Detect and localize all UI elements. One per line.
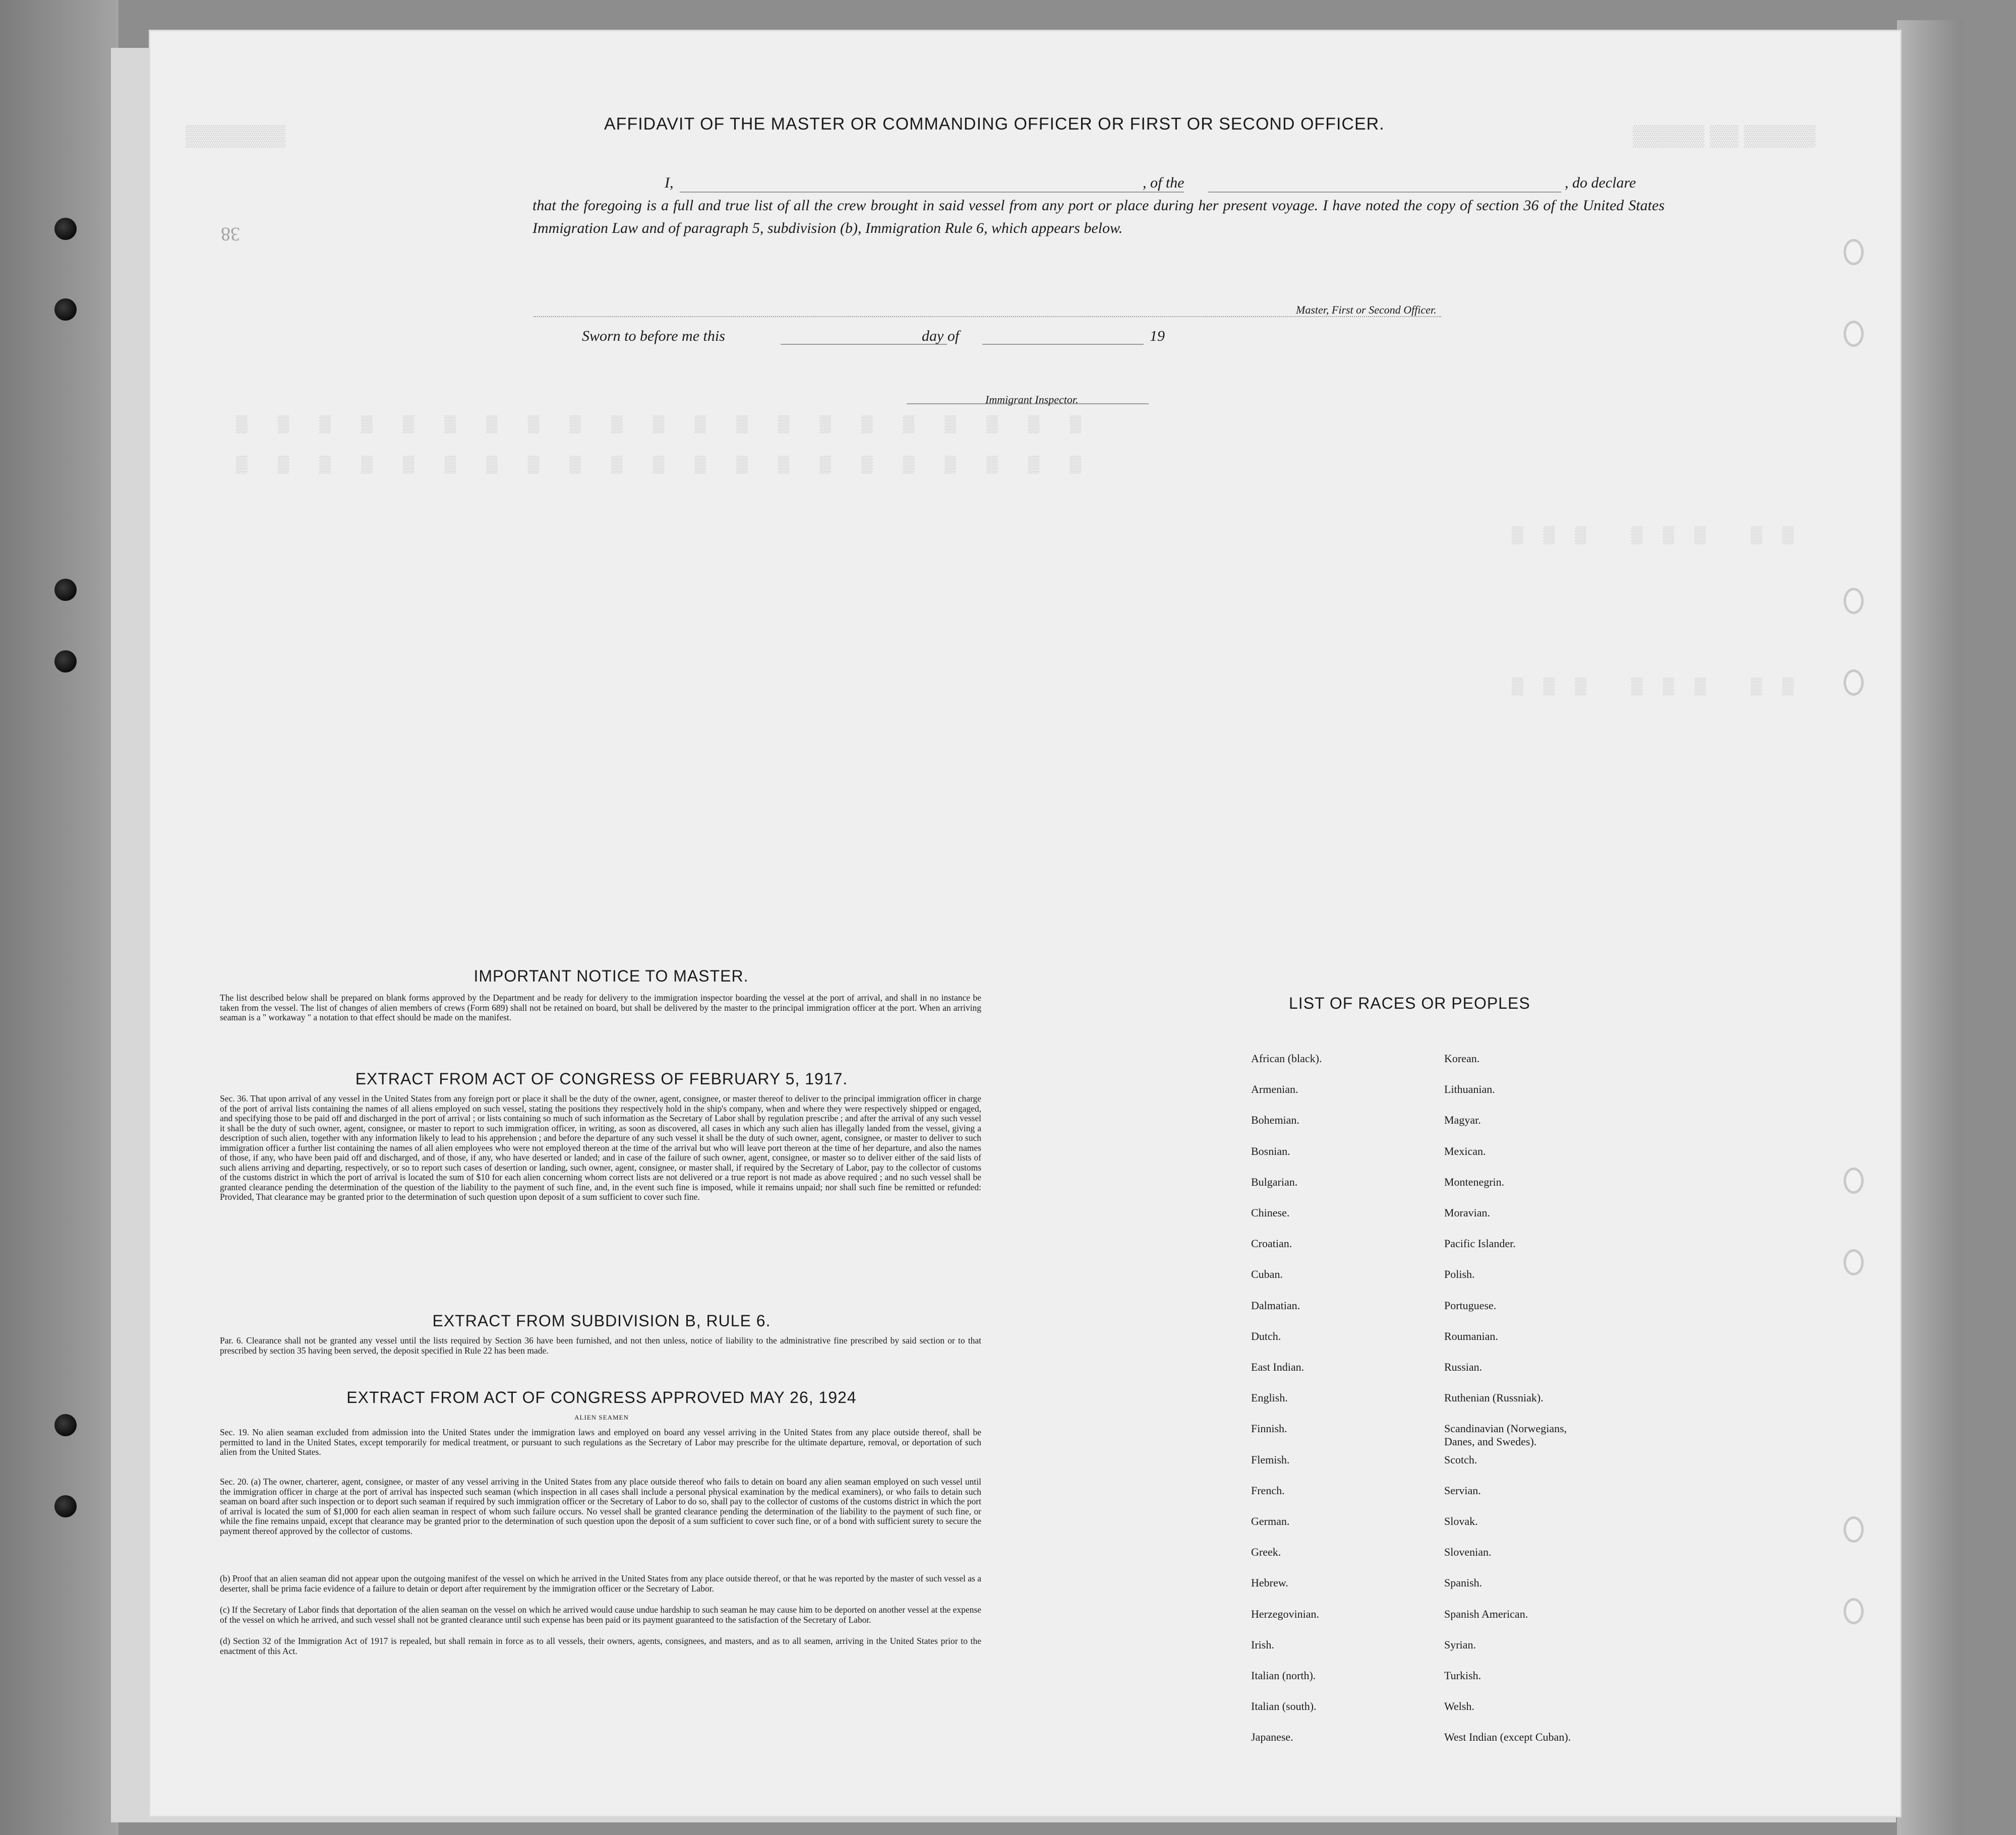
race-item: Montenegrin.: [1444, 1176, 1505, 1188]
race-item: Scandinavian (Norwegians, Danes, and Swedes).: [1444, 1422, 1567, 1448]
bleed-through: ▒▒▒▒▒ ▒▒ ▒▒▒▒▒: [1633, 125, 1816, 147]
ring-hole: [1844, 1598, 1864, 1624]
extract-1917-title: EXTRACT FROM ACT OF CONGRESS OF FEBRUARY 5, 1917.: [355, 1070, 848, 1088]
day-of-label: day of: [922, 328, 960, 344]
race-item: Ruthenian (Russniak).: [1444, 1391, 1544, 1404]
binder-hole: [54, 1414, 77, 1436]
binder-strip: [0, 0, 118, 1835]
notice-body: The list described below shall be prepared on blank forms approved by the Department and be ready for delivery to the immigration inspector boarding the vessel at the port of arrival, and shall in no instance be taken from the vessel. The list of changes of alien members of crews (Form 689) shall not be retained on board, but shall be delivered by the master to the principal immigration officer at the port. When an arriving seaman is a " workaway " a notation to that effect should be made on the manifest.: [220, 993, 981, 1022]
do-declare-label: , do declare: [1565, 174, 1636, 191]
bleed-through: ▒▒▒▒▒▒▒▒▒▒▒▒▒▒▒▒▒▒▒▒▒: [236, 414, 1112, 433]
binder-hole: [54, 1495, 77, 1517]
race-item: Welsh.: [1444, 1700, 1474, 1712]
race-item: Scotch.: [1444, 1453, 1477, 1466]
race-item: Spanish American.: [1444, 1608, 1528, 1620]
notice-title: IMPORTANT NOTICE TO MASTER.: [473, 967, 749, 985]
extract-rule6-body: Par. 6. Clearance shall not be granted any vessel until the lists required by Section 36 have been furnished, and not then unless, notice of liability to the administrative fine prescribed by said section or to that prescribed by section 35 having been served, the deposit specified in Rule 22 has been made.: [220, 1335, 981, 1356]
year-prefix: 19: [1150, 328, 1165, 344]
bleed-through: ▒▒▒ ▒▒▒ ▒▒: [1512, 525, 1814, 543]
affidavit-title: AFFIDAVIT OF THE MASTER OR COMMANDING OFFICER OR FIRST OR SECOND OFFICER.: [604, 114, 1385, 134]
extract-1924-sec20c: (c) If the Secretary of Labor finds that deportation of the alien seaman on the vessel on which he arrived would cause undue hardship to such seaman he may cause him to be deported on another vessel at the expense of the vessel on which he arrived, and such vessel shall not be granted clearance until such expense has been paid or its payment guaranteed to the satisfaction of the Secretary of Labor.: [220, 1605, 981, 1625]
race-item: German.: [1251, 1515, 1290, 1527]
bleed-through: ▒▒▒▒▒▒▒: [186, 125, 286, 147]
bleed-through: ▒▒▒▒▒▒▒▒▒▒▒▒▒▒▒▒▒▒▒▒▒: [236, 455, 1112, 473]
races-title: LIST OF RACES OR PEOPLES: [1289, 994, 1530, 1012]
bleed-through: ▒▒▒ ▒▒▒ ▒▒: [1512, 677, 1814, 695]
race-item: Chinese.: [1251, 1206, 1290, 1219]
ring-hole: [1844, 1168, 1864, 1194]
extract-1924-sec20b: (b) Proof that an alien seaman did not appear upon the outgoing manifest of the vessel on which he arrived in the United States from any place outside thereof, or that he was reported by the master of such vessel as a deserter, shall be prima facie evidence of a failure to detain or deport after requirement by the immigration officer or the Secretary of Labor.: [220, 1573, 981, 1594]
race-item: Dalmatian.: [1251, 1299, 1300, 1312]
binder-hole: [54, 650, 77, 672]
race-item: Korean.: [1444, 1052, 1480, 1065]
race-item: Greek.: [1251, 1546, 1281, 1558]
extract-1924-subtitle: ALIEN SEAMEN: [574, 1414, 629, 1421]
race-item: Cuban.: [1251, 1268, 1283, 1280]
race-item: Syrian.: [1444, 1638, 1476, 1651]
extract-rule6-title: EXTRACT FROM SUBDIVISION B, RULE 6.: [432, 1312, 771, 1330]
of-the-label: , of the: [1143, 174, 1184, 191]
binder-hole: [54, 218, 77, 240]
document-page: [150, 31, 1900, 1816]
extract-1924-title: EXTRACT FROM ACT OF CONGRESS APPROVED MAY 26, 1924: [346, 1388, 857, 1406]
race-item: East Indian.: [1251, 1361, 1305, 1373]
race-item: Hebrew.: [1251, 1576, 1288, 1589]
race-item: Slovenian.: [1444, 1546, 1492, 1558]
race-item: Mexican.: [1444, 1145, 1486, 1157]
binder-hole: [54, 579, 77, 601]
i-label: I,: [665, 174, 674, 191]
race-item: Turkish.: [1444, 1669, 1481, 1682]
race-item: French.: [1251, 1484, 1285, 1497]
master-name-blank: [680, 192, 1184, 193]
race-item: Japanese.: [1251, 1731, 1293, 1743]
race-item: Pacific Islander.: [1444, 1237, 1516, 1250]
race-item: English.: [1251, 1391, 1288, 1404]
ring-hole: [1844, 239, 1864, 265]
race-item: Slovak.: [1444, 1515, 1478, 1527]
vessel-name-blank: [1208, 192, 1561, 193]
race-item: African (black).: [1251, 1052, 1322, 1065]
declaration-text: that the foregoing is a full and true list of all the crew brought in said vessel from any port or place during her present voyage. I have noted the copy of section 36 of the United States Immigration Law and of paragraph 5, subdivision (b), Immigration Rule 6, which appears below.: [532, 197, 1665, 236]
race-item: Irish.: [1251, 1638, 1274, 1651]
race-item: Dutch.: [1251, 1330, 1281, 1342]
race-item: West Indian (except Cuban).: [1444, 1731, 1571, 1743]
race-item: Bohemian.: [1251, 1114, 1299, 1126]
ring-hole: [1844, 1516, 1864, 1543]
race-item: Moravian.: [1444, 1206, 1491, 1219]
binder-hole: [54, 298, 77, 321]
extract-1924-sec20d: (d) Section 32 of the Immigration Act of 1917 is repealed, but shall remain in force as to all vessels, their owners, agents, consignees, and masters, and as to all seamen, arriving in the United States prior to the enactment of this Act.: [220, 1636, 981, 1656]
race-item: Portuguese.: [1444, 1299, 1497, 1312]
race-item: Bosnian.: [1251, 1145, 1290, 1157]
race-item: Bulgarian.: [1251, 1176, 1298, 1188]
ring-hole: [1844, 669, 1864, 696]
race-item: Herzegovinian.: [1251, 1608, 1319, 1620]
race-item: Italian (north).: [1251, 1669, 1316, 1682]
master-signature-label: Master, First or Second Officer.: [1296, 303, 1437, 316]
inspector-label: Immigrant Inspector.: [985, 393, 1079, 406]
race-item: Italian (south).: [1251, 1700, 1317, 1712]
race-item: Spanish.: [1444, 1576, 1483, 1589]
sworn-month-blank: [982, 344, 1144, 345]
ring-hole: [1844, 321, 1864, 347]
margin-number: 38: [221, 223, 240, 244]
race-item: Russian.: [1444, 1361, 1483, 1373]
race-item: Flemish.: [1251, 1453, 1290, 1466]
page-stack-edge: [1897, 20, 1963, 1835]
extract-1917-body: Sec. 36. That upon arrival of any vessel in the United States from any foreign port or place it shall be the duty of the owner, agent, consignee, or master thereof to deliver to the principal immigration officer in charge of the port of arrival lists containing the names of all aliens employed on such vessel, stating the positions they respectively hold in the ship's company, when and where they were respectively shipped or engaged, and specifying those to be paid off and discharged in the port of arrival ; or lists containing so much of such information as the Secretary of Labor shall by regulation prescribe ; and after the arrival of any such vessel it shall be the duty of such owner, agent, consignee, or master to report to such immigration officer, in writing, as soon as discovered, all cases in which any such alien has illegally landed from the vessel, giving a description of such alien, together with any information likely to lead to his apprehension ; and before the departure of any such vessel it shall be the duty of such owner, agent, consignee, or master to deliver to such immigration officer a further list containing the names of all alien employees who were not employed thereon at the time of the arrival but who will leave port thereon at the time of her departure, and also the names of those, if any, who have been paid off and discharged, and of those, if any, who have deserted or landed; and in case of the failure of such owner, agent, consignee, or master so to deliver either of the said lists of such aliens arriving and departing, respectively, or so to report such cases of desertion or landing, such owner, agent, consignee, or master shall, if required by the Secretary of Labor, pay to the collector of customs of the customs district in which the port of arrival is located the sum of $10 for each alien concerning whom correct lists are not delivered or a true report is not made as above required ; and no such vessel shall be granted clearance pending the determination of the question of the liability to the payment of such fine, and, in the event such fine is imposed, while it remains unpaid; nor shall such fine be remitted or refunded: Provided, That clearance may be granted prior to the determination of such question upon deposit of a sum sufficient to cover such fine.: [220, 1093, 981, 1202]
race-item: Roumanian.: [1444, 1330, 1498, 1342]
race-item: Servian.: [1444, 1484, 1481, 1497]
extract-1924-sec20a: Sec. 20. (a) The owner, charterer, agent, consignee, or master of any vessel arriving in the United States from any place outside thereof who fails to detain on board any alien seaman employed on such vessel until the immigration officer in charge at the port of arrival has inspected such seaman (which inspection in all cases shall include a personal physical examination by the medical examiners), or who fails to detain such seaman on board after such inspection or to deport such seaman if required by such immigration officer or the Secretary of Labor to do so, shall pay to the collector of customs of the customs district in which the port of arrival is located the sum of $1,000 for each alien seaman in respect of whom such failure occurs. No vessel shall be granted clearance pending the determination of the liability to the payment of such fine, or while the fine remains unpaid, except that clearance may be granted prior to the determination of such question upon the deposit of a sum sufficient to cover such fine, or of a bond with sufficient surety to secure the payment thereof approved by the collector of customs.: [220, 1477, 981, 1536]
sworn-label: Sworn to before me this: [582, 328, 725, 344]
race-item: Lithuanian.: [1444, 1083, 1495, 1095]
race-item: Armenian.: [1251, 1083, 1298, 1095]
race-item: Magyar.: [1444, 1114, 1481, 1126]
race-item: Polish.: [1444, 1268, 1475, 1280]
ring-hole: [1844, 588, 1864, 614]
race-item: Croatian.: [1251, 1237, 1292, 1250]
ring-hole: [1844, 1249, 1864, 1275]
race-item: Finnish.: [1251, 1422, 1287, 1435]
extract-1924-sec19: Sec. 19. No alien seaman excluded from admission into the United States under the immigration laws and employed on board any vessel arriving in the United States from any place outside thereof, shall be permitted to land in the United States, except temporarily for medical treatment, or pursuant to such regulations as the Secretary of Labor may prescribe for the ultimate departure, removal, or deportation of such alien from the United States.: [220, 1427, 981, 1457]
